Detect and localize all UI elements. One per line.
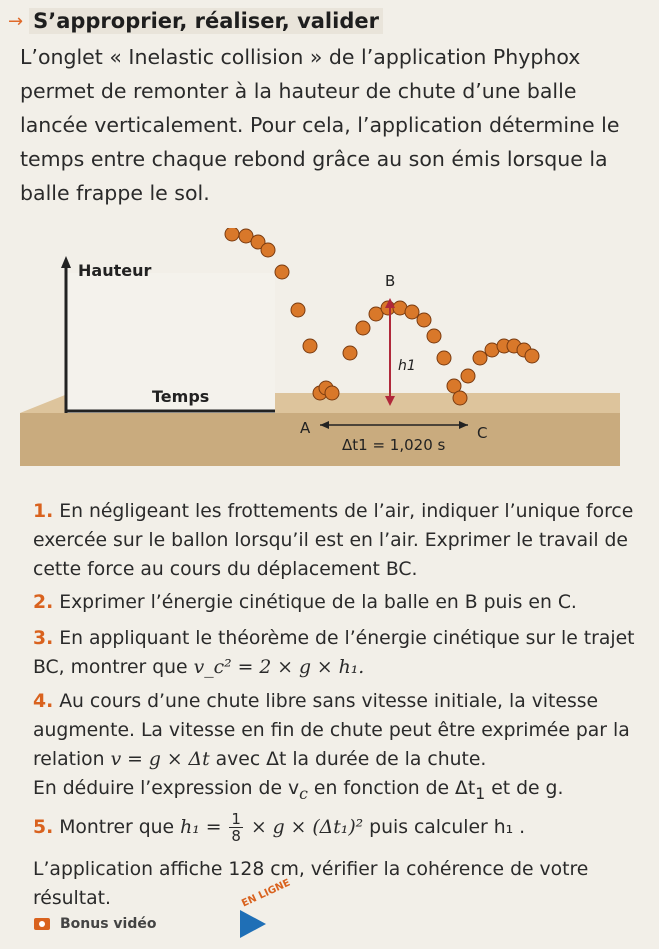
intro-paragraph: L’onglet « Inelastic collision » de l’application Phyphox permet de remonter à la hauteur de chute d’une balle lancée verticalement. Pour cela, l’application détermine le temps entre chaque rebond grâce au son émis lorsque la balle frappe le sol.	[20, 45, 620, 205]
question-2	[33, 588, 653, 617]
y-axis-label: Hauteur	[78, 261, 152, 280]
fraction-numerator: 1	[231, 810, 241, 828]
arrow-icon: →	[8, 10, 24, 32]
fraction	[229, 811, 243, 844]
question-text: Au cours d’une chute libre sans vitesse initiale, la vitesse augmente. La vitesse en fin de chute peut être exprimée par la relation	[33, 691, 630, 770]
question-text: En appliquant le théorème de l’énergie cinétique sur le trajet BC, montrer que	[33, 628, 635, 678]
ground	[20, 413, 620, 466]
question-text: En négligeant les frottements de l’air, indiquer l’unique force exercée sur le ballon lorsqu’il est en l’air. Exprimer le travail de cette force au cours du déplacement BC.	[33, 501, 634, 580]
question-number: 4.	[33, 691, 54, 712]
video-icon	[34, 918, 50, 930]
height-label: h1	[398, 358, 416, 374]
question-number: 3.	[33, 628, 54, 649]
question-number: 5.	[33, 817, 54, 838]
question-text: Exprimer l’énergie cinétique de la balle en B puis en C.	[59, 592, 577, 613]
question-3	[33, 624, 653, 682]
x-axis-label: Temps	[152, 387, 210, 406]
play-icon	[240, 910, 266, 938]
point-b-label: B	[385, 272, 396, 290]
question-5	[33, 811, 653, 844]
question-1	[33, 497, 653, 584]
question-text-cont: puis calculer h₁ .	[369, 817, 526, 838]
bounce-figure	[20, 228, 620, 468]
question-4	[33, 687, 653, 808]
question-line2-mid: en fonction de Δt	[313, 778, 476, 799]
subscript: 1	[475, 783, 486, 803]
point-a-label: A	[300, 419, 311, 437]
play-button[interactable]	[232, 904, 272, 944]
bonus-label: Bonus vidéo	[60, 916, 157, 932]
formula-rhs: × g × (Δt₁)²	[250, 817, 364, 838]
question-line2-tail: et de g.	[491, 778, 564, 799]
question-formula: v = g × Δt	[110, 749, 210, 770]
section-title: S’approprier, réaliser, valider	[29, 8, 383, 34]
question-formula: v_c² = 2 × g × h₁.	[193, 657, 365, 678]
formula-lhs: h₁ =	[180, 817, 222, 838]
dt-label: Δt1 = 1,020 s	[342, 436, 446, 454]
question-number: 2.	[33, 592, 54, 613]
section-header	[8, 8, 383, 34]
question-text-cont: avec Δt la durée de la chute.	[215, 749, 487, 770]
question-number: 1.	[33, 501, 54, 522]
fraction-denominator: 8	[231, 827, 241, 845]
bonus-video[interactable]	[34, 916, 157, 932]
y-axis-arrow-icon	[61, 256, 71, 268]
question-text: Montrer que	[59, 817, 175, 838]
online-tag: EN LIGNE	[240, 877, 293, 910]
question-line2: En déduire l’expression de v	[33, 778, 300, 799]
bounce-diagram	[20, 228, 620, 468]
question-5-line2: L’application affiche 128 cm, vérifier la cohérence de votre résultat.	[33, 859, 589, 909]
subscript: c	[299, 783, 308, 803]
point-c-label: C	[477, 424, 488, 442]
